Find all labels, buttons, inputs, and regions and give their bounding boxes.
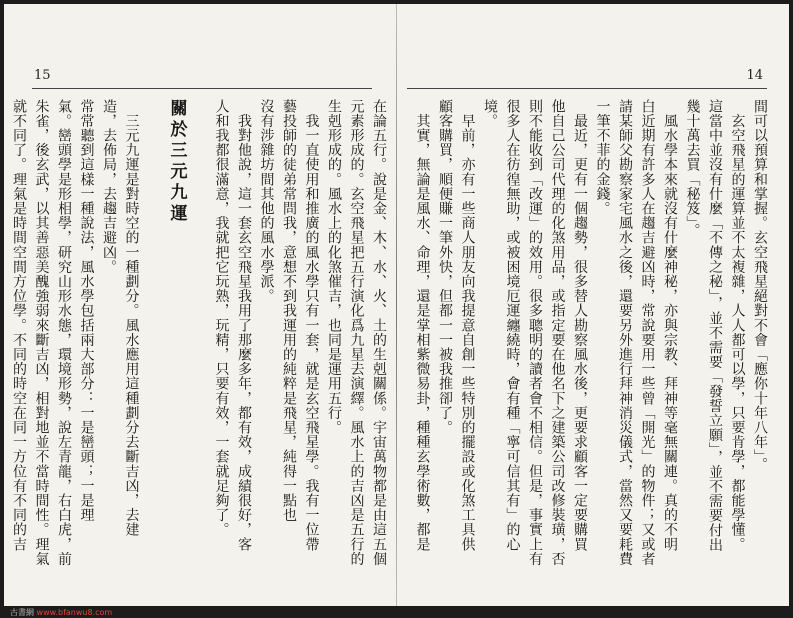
body-line: 常常聽到這樣一種說法，風水學包括兩大部分：一是巒頭；一是理 bbox=[78, 99, 95, 523]
body-line: 幾十萬去買「秘笈」。 bbox=[684, 99, 701, 238]
header-rule bbox=[407, 88, 767, 89]
right-page bbox=[397, 4, 789, 606]
watermark-site: www.bfanwu8.com bbox=[36, 608, 113, 617]
body-line: 玄空飛星的運算並不太複雜，人人都可以學，只要肯學，都能學懂。 bbox=[729, 99, 746, 552]
section-heading: 關於三元九運 bbox=[166, 99, 187, 225]
page-number: 15 bbox=[34, 68, 51, 83]
body-line: 人和我都很滿意，我就把它玩熟，玩精，只要有效，一套就足夠了。 bbox=[213, 99, 230, 537]
body-line: 請某師父勘察家宅風水之後，還要另外進行拜神消災儀式，當然又要耗費 bbox=[617, 99, 633, 567]
body-line: 他自己公司代理的化煞用品，或指定要在他名下之建築公司改修裝璜，否 bbox=[549, 99, 566, 567]
watermark-prefix: 古書網 bbox=[10, 608, 34, 617]
header-rule bbox=[32, 88, 372, 89]
watermark bbox=[10, 607, 112, 618]
body-line: 朱雀，後玄武，以其善惡美醜強弱來斷吉凶，相對地並不當時間性。理氣 bbox=[33, 99, 50, 567]
body-line: 三元九運是對時空的一種劃分。風水應用這種劃分去斷吉凶，去建 bbox=[123, 99, 140, 537]
body-line: 白近期有許多人在趨吉避凶時，常說要用一些曾「開光」的物件；又或者 bbox=[639, 99, 656, 567]
body-line: 藝投師的徒弟常問我，意想不到我運用的純粹是飛星，純得一點也 bbox=[281, 99, 297, 523]
body-line: 間可以預算和掌握。玄空飛星絕對不會「應你十年八年」。 bbox=[752, 99, 768, 472]
body-line: 則不能收到「改運」的效用。很多聰明的讀者會不相信。但是，事實上有 bbox=[527, 99, 543, 567]
body-line: 早前，亦有一些商人朋友向我提意自創一些特別的擺設或化煞工具供 bbox=[459, 99, 476, 552]
body-line: 顧客購買，順便賺一筆外快，但都一一被我推卻了。 bbox=[437, 99, 453, 435]
footer-bar bbox=[4, 606, 789, 618]
left-page-body bbox=[11, 99, 390, 599]
body-line: 風水學本來就沒有什麼神秘，亦與宗教、拜神等毫無關連。真的不明 bbox=[662, 99, 678, 552]
left-page bbox=[4, 4, 396, 606]
body-line: 最近，更有一個趨勢，很多替人勘察風水後，更要求顧客一定要購買 bbox=[572, 99, 588, 552]
right-page-body bbox=[411, 99, 771, 599]
body-line: 其實，無論是風水、命理，還是掌相紫微易卦，種種玄學術數，都是 bbox=[414, 99, 431, 552]
body-line: 就不同了。理氣是時間空間方位學。不同的時空在同一方位有不同的吉 bbox=[11, 99, 27, 552]
body-line: 一筆不菲的金錢。 bbox=[594, 99, 611, 216]
body-line: 在論五行。說是金、木、水、火、土的生剋關係。宇宙萬物都是由這五個 bbox=[371, 99, 387, 567]
page-number: 14 bbox=[746, 68, 763, 83]
body-line: 生剋形成的。風水上的化煞催吉，也同是運用五行。 bbox=[326, 99, 342, 435]
body-line: 這當中並沒有什麼「不傳之秘」，並不需要「發誓立願」，並不需要付出 bbox=[707, 99, 723, 553]
body-line: 境。 bbox=[482, 99, 498, 129]
body-line: 氣。巒頭學是形相學，研究山形水態，環境形勢，說左青龍，右白虎，前 bbox=[56, 99, 72, 567]
body-line: 沒有涉雜坊間其他的風水學派。 bbox=[258, 99, 275, 304]
body-line: 造，去佈局，去趨吉避凶。 bbox=[101, 99, 117, 275]
body-line: 很多人在彷徨無助，或被困境厄運纏繞時，會有種「寧可信其有」的心 bbox=[504, 99, 521, 552]
body-line: 元素形成的。玄空飛星把五行演化爲九星去演繹。風水上的吉凶是五行的 bbox=[348, 99, 365, 567]
body-line: 我一直使用和推廣的風水學只有一套，就是玄空飛星學。我有一位帶 bbox=[303, 99, 320, 552]
book-spread bbox=[4, 4, 789, 606]
body-line: 我對他說，這一套玄空飛星我用了那麼多年，都有效，成績很好，客 bbox=[236, 99, 252, 552]
